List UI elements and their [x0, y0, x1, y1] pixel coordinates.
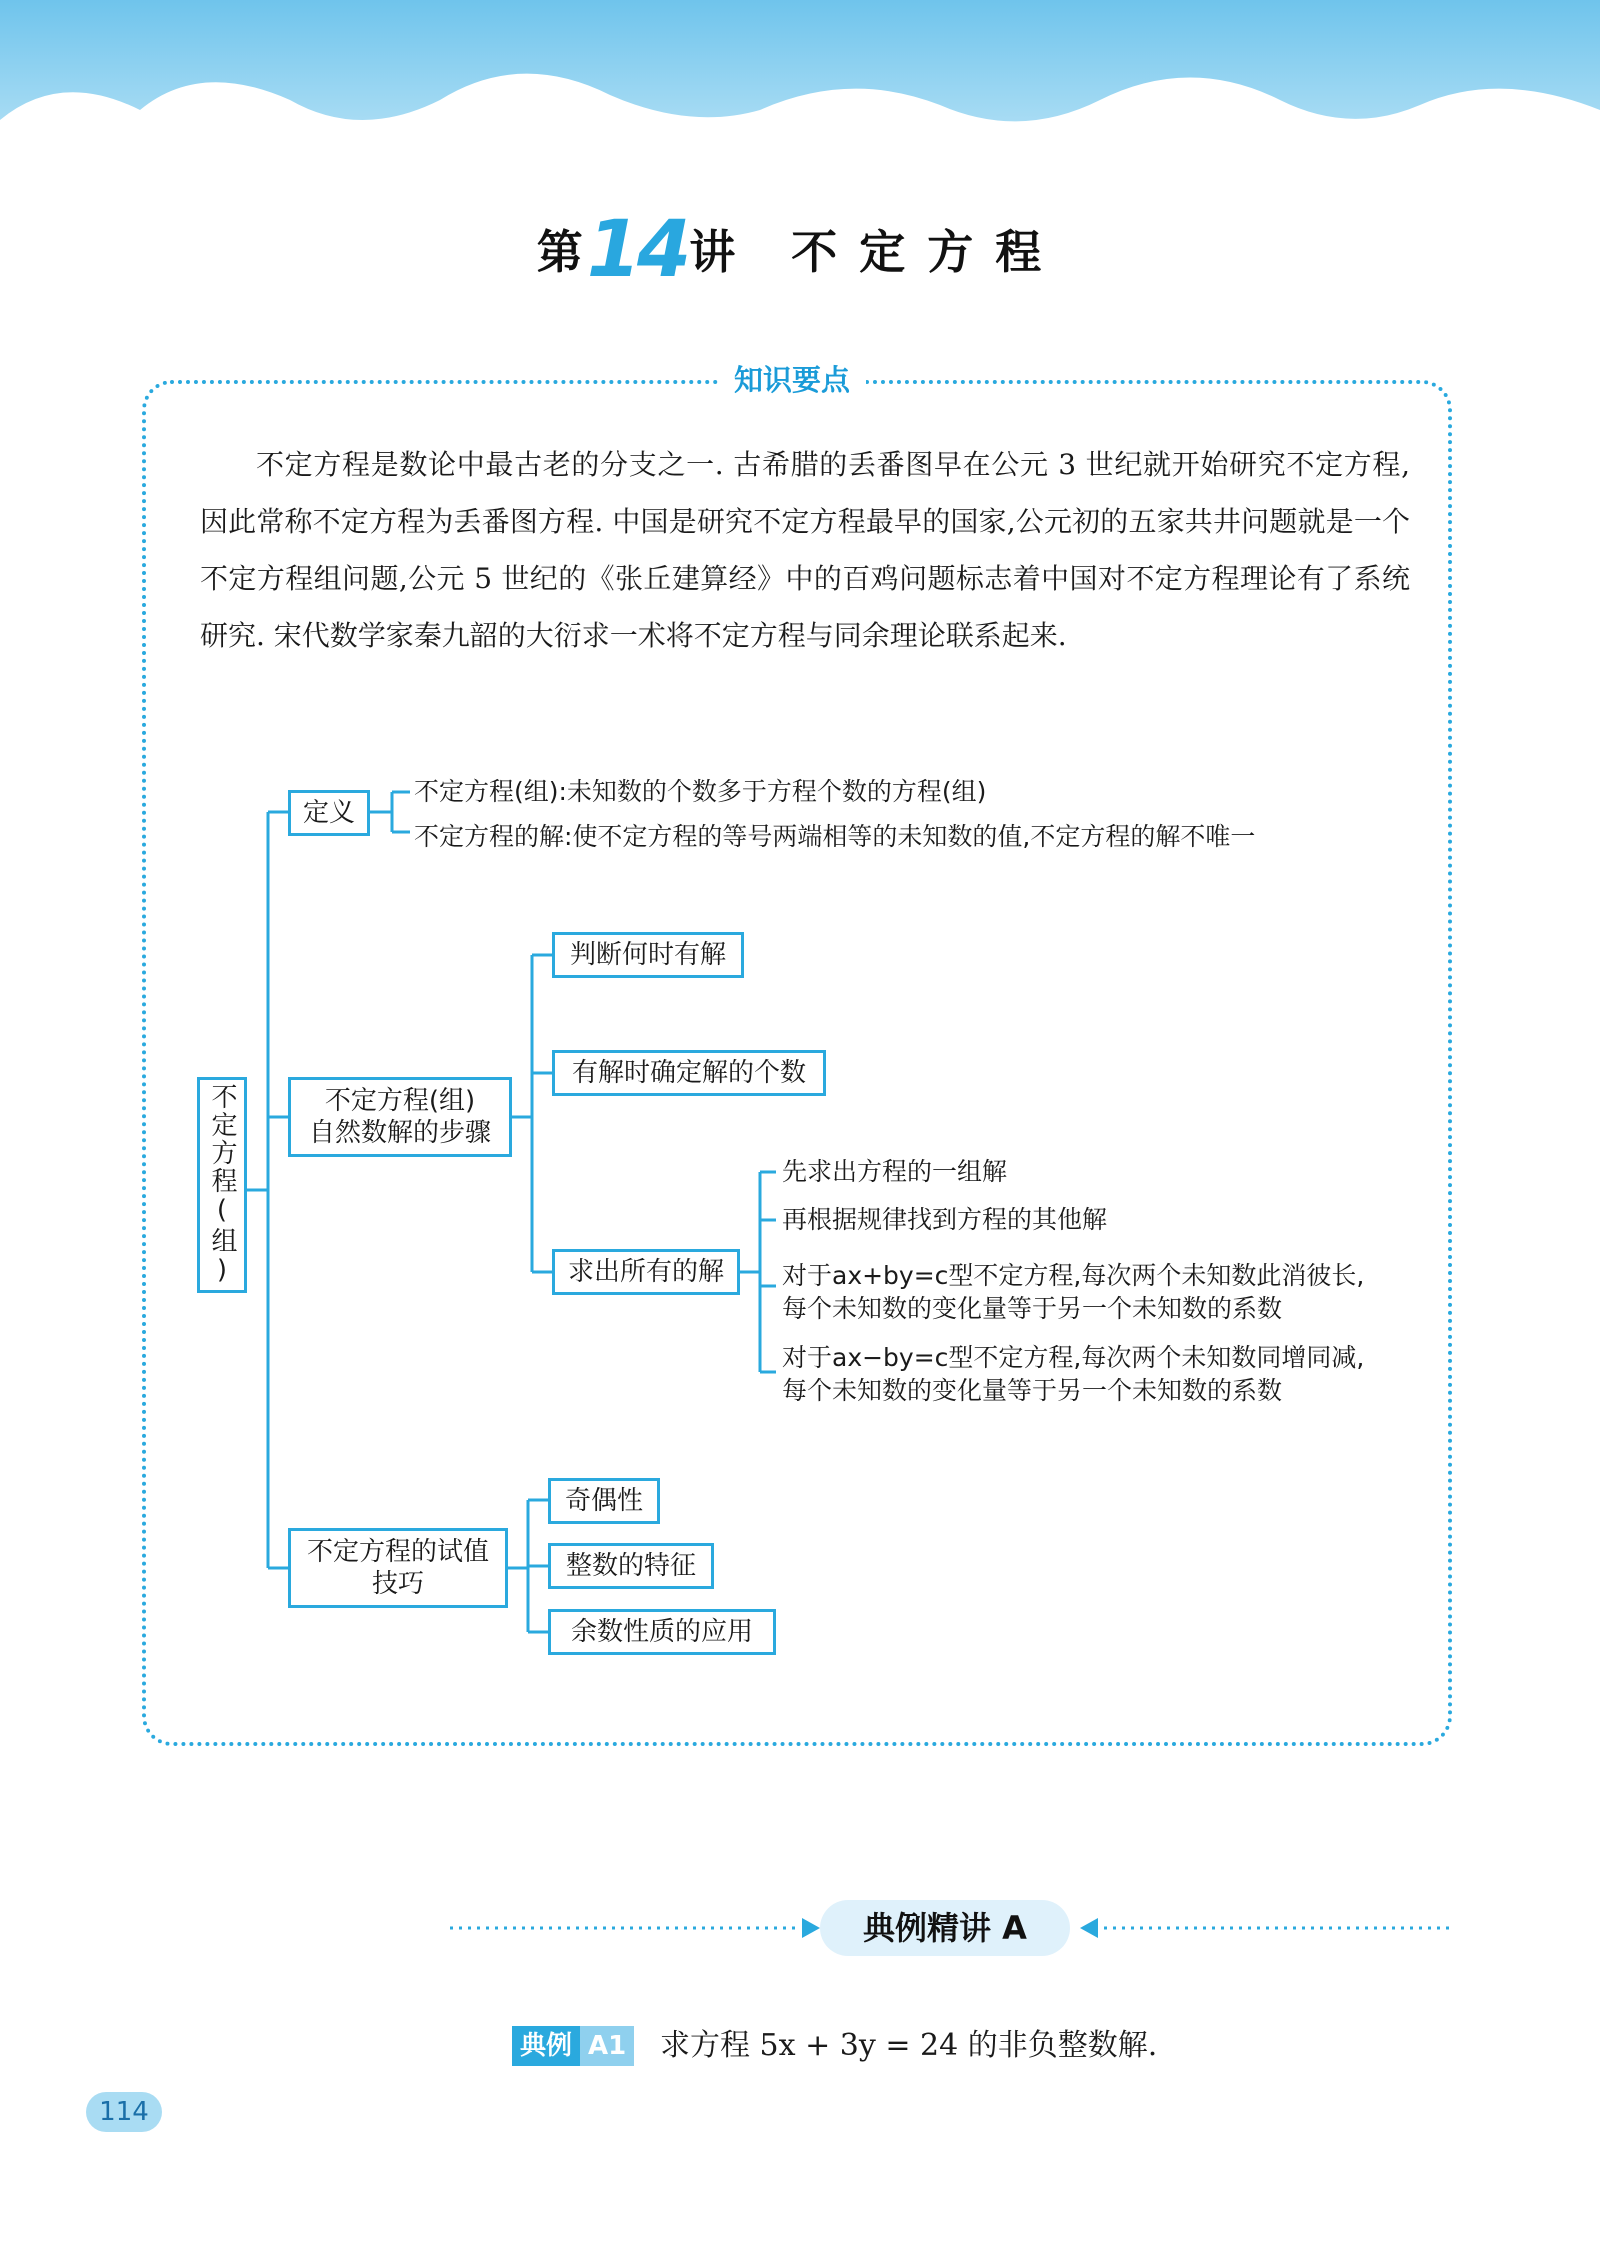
technique-child-label: 奇偶性: [564, 1486, 643, 1516]
example-badge: [512, 2026, 634, 2066]
example-question: [660, 2022, 1157, 2070]
title-suffix: 讲: [689, 225, 738, 279]
steps-box: [288, 1077, 512, 1157]
definition-item: 不定方程的解:使不定方程的等号两端相等的未知数的值,不定方程的解不唯一: [414, 822, 1256, 851]
steps-child-label: 有解时确定解的个数: [571, 1058, 806, 1088]
mindmap-root: [197, 1077, 247, 1293]
find-all-item: 先求出方程的一组解: [782, 1157, 1008, 1186]
intro-paragraph: 不定方程是数论中最古老的分支之一. 古希腊的丢番图早在公元 3 世纪就开始研究不定方程,因此常称不定方程为丢番图方程. 中国是研究不定方程最早的国家,公元初的五家共井问题就是一个不定方程组问题,公元 5 世纪的《张丘建算经》中的百鸡问题标志着中国对不定方程理论有了系统研究. 宋代数学家秦九韶的大衍求一术将不定方程与同余理论联系起来.: [200, 448, 1410, 652]
techniques-box: [288, 1528, 508, 1608]
definition-label: 定义: [302, 798, 355, 828]
find-all-item: 每个未知数的变化量等于另一个未知数的系数: [782, 1294, 1283, 1323]
technique-child-box: [548, 1478, 660, 1524]
techniques-label-line1: 不定方程的试值: [306, 1537, 489, 1567]
steps-child-box: [552, 1050, 826, 1096]
steps-child-label: 判断何时有解: [569, 940, 726, 970]
steps-child-label: 求出所有的解: [567, 1257, 724, 1287]
technique-child-box: [548, 1543, 714, 1589]
example-text-after: 的非负整数解.: [958, 2028, 1158, 2063]
steps-label-line2: 自然数解的步骤: [308, 1118, 491, 1148]
steps-child-box: [552, 1249, 740, 1295]
steps-child-box: [552, 932, 744, 978]
mindmap-root-label: 不定方程(组): [207, 1083, 237, 1287]
lecture-topic: 不定方程: [791, 225, 1064, 279]
definition-box: [288, 790, 370, 836]
technique-child-box: [548, 1609, 776, 1655]
find-all-item: 再根据规律找到方程的其他解: [782, 1205, 1108, 1234]
section-title: 典例精讲 A: [820, 1900, 1070, 1956]
technique-child-label: 余数性质的应用: [570, 1617, 753, 1647]
steps-label-line1: 不定方程(组): [324, 1086, 476, 1116]
title-prefix: 第: [536, 225, 585, 279]
knowledge-header: 知识要点: [718, 358, 866, 402]
find-all-item: 对于ax−by=c型不定方程,每次两个未知数同增同减,: [782, 1343, 1365, 1372]
page-number: 114: [86, 2092, 162, 2132]
example-badge-id: A1: [580, 2026, 634, 2066]
technique-child-label: 整数的特征: [565, 1551, 696, 1581]
find-all-item: 对于ax+by=c型不定方程,每次两个未知数此消彼长,: [782, 1261, 1365, 1290]
techniques-label-line2: 技巧: [371, 1569, 424, 1599]
find-all-item: 每个未知数的变化量等于另一个未知数的系数: [782, 1376, 1283, 1405]
example-text-before: 求方程: [660, 2028, 760, 2063]
example-equation: 5x + 3y = 24: [759, 2028, 959, 2063]
definition-item: 不定方程(组):未知数的个数多于方程个数的方程(组): [414, 777, 987, 806]
example-badge-label: 典例: [512, 2026, 580, 2066]
lecture-number: 14: [586, 205, 688, 295]
